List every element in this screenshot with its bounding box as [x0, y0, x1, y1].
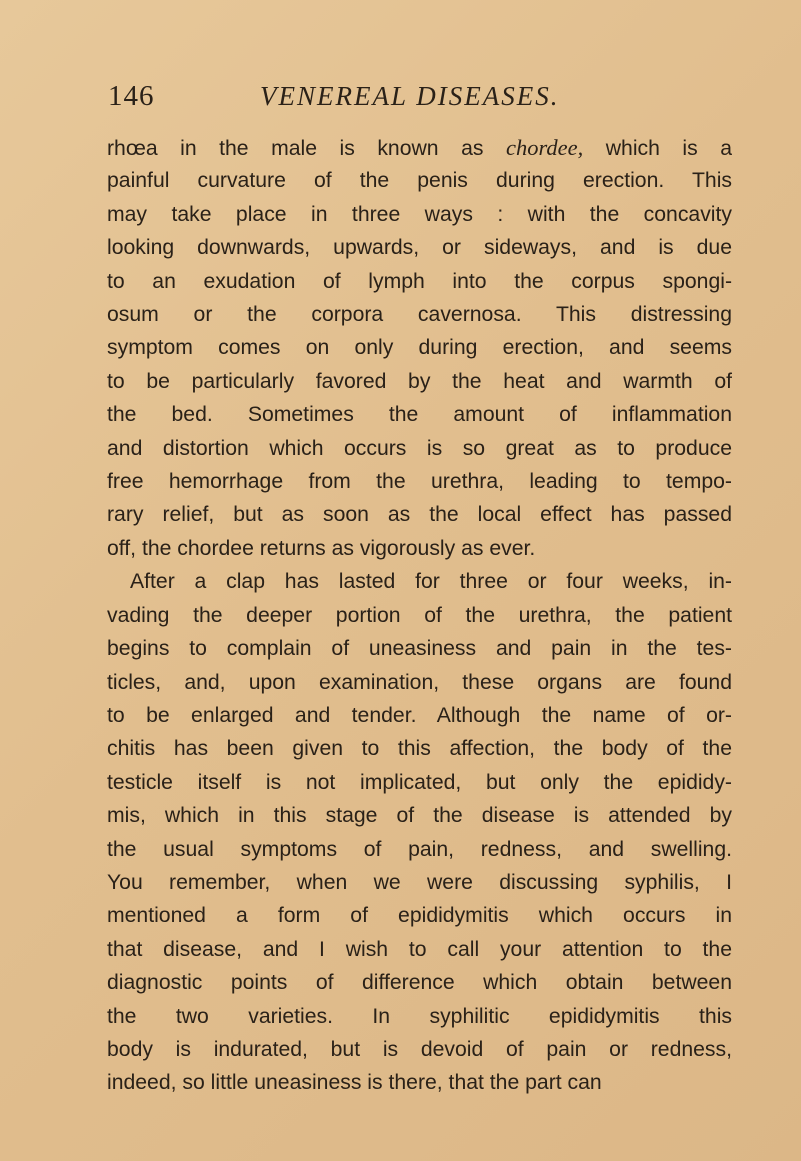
text-line-20: testicle itself is not implicated, but only the epididy- [107, 770, 732, 794]
body-text [107, 131, 732, 1100]
page-number: 146 [108, 80, 155, 112]
text-line-28: body is indurated, but is devoid of pain or redness, [107, 1037, 732, 1061]
running-title: VENEREAL DISEASES. [260, 81, 560, 111]
text-line-11: free hemorrhage from the urethra, leading to tempo- [107, 470, 732, 494]
text-line-13: off, the chordee returns as vigorously as ever. [107, 536, 536, 560]
text-line-22: the usual symptoms of pain, redness, and swelling. [107, 837, 732, 861]
page-header [108, 76, 741, 116]
text-line-21: mis, which in this stage of the disease is attended by [107, 804, 732, 828]
text-line-14: After a clap has lasted for three or four weeks, in- [130, 570, 732, 594]
text-line-1-after: which is a [605, 137, 732, 160]
text-line-12: rary relief, but as soon as the local effect has passed [107, 503, 732, 527]
text-line-16: begins to complain of uneasiness and pain in the tes- [107, 637, 732, 661]
text-line-25: that disease, and I wish to call your attention to the [107, 937, 732, 961]
text-line-17: ticles, and, upon examination, these organs are found [107, 670, 732, 694]
text-line-7: symptom comes on only during erection, and seems [107, 336, 732, 360]
text-line-9: the bed. Sometimes the amount of inflammation [107, 403, 732, 427]
text-line-3: may take place in three ways : with the concavity [107, 202, 732, 226]
text-line-8: to be particularly favored by the heat and warmth of [107, 369, 732, 393]
text-line-4: looking downwards, upwards, or sideways, and is due [107, 236, 732, 260]
text-line-1 [107, 131, 732, 164]
text-line-5: to an exudation of lymph into the corpus spongi- [107, 269, 732, 293]
text-line-27: the two varieties. In syphilitic epididymitis this [107, 1004, 732, 1028]
text-line-19: chitis has been given to this affection, the body of the [107, 737, 732, 761]
text-line-23: You remember, when we were discussing syphilis, I [107, 870, 732, 894]
term-chordee: chordee, [505, 135, 584, 160]
text-line-18: to be enlarged and tender. Although the name of or- [107, 703, 732, 727]
text-line-24: mentioned a form of epididymitis which occurs in [107, 904, 732, 928]
text-line-26: diagnostic points of difference which obtain between [107, 971, 732, 995]
text-line-1-before: rhœa in the male is known as [107, 137, 484, 160]
text-line-10: and distortion which occurs is so great as to produce [107, 436, 732, 460]
text-line-29: indeed, so little uneasiness is there, that the part can [107, 1071, 602, 1095]
text-line-15: vading the deeper portion of the urethra, the patient [107, 603, 732, 627]
text-line-2: painful curvature of the penis during erection. This [107, 169, 732, 193]
text-line-6: osum or the corpora cavernosa. This distressing [107, 303, 732, 327]
